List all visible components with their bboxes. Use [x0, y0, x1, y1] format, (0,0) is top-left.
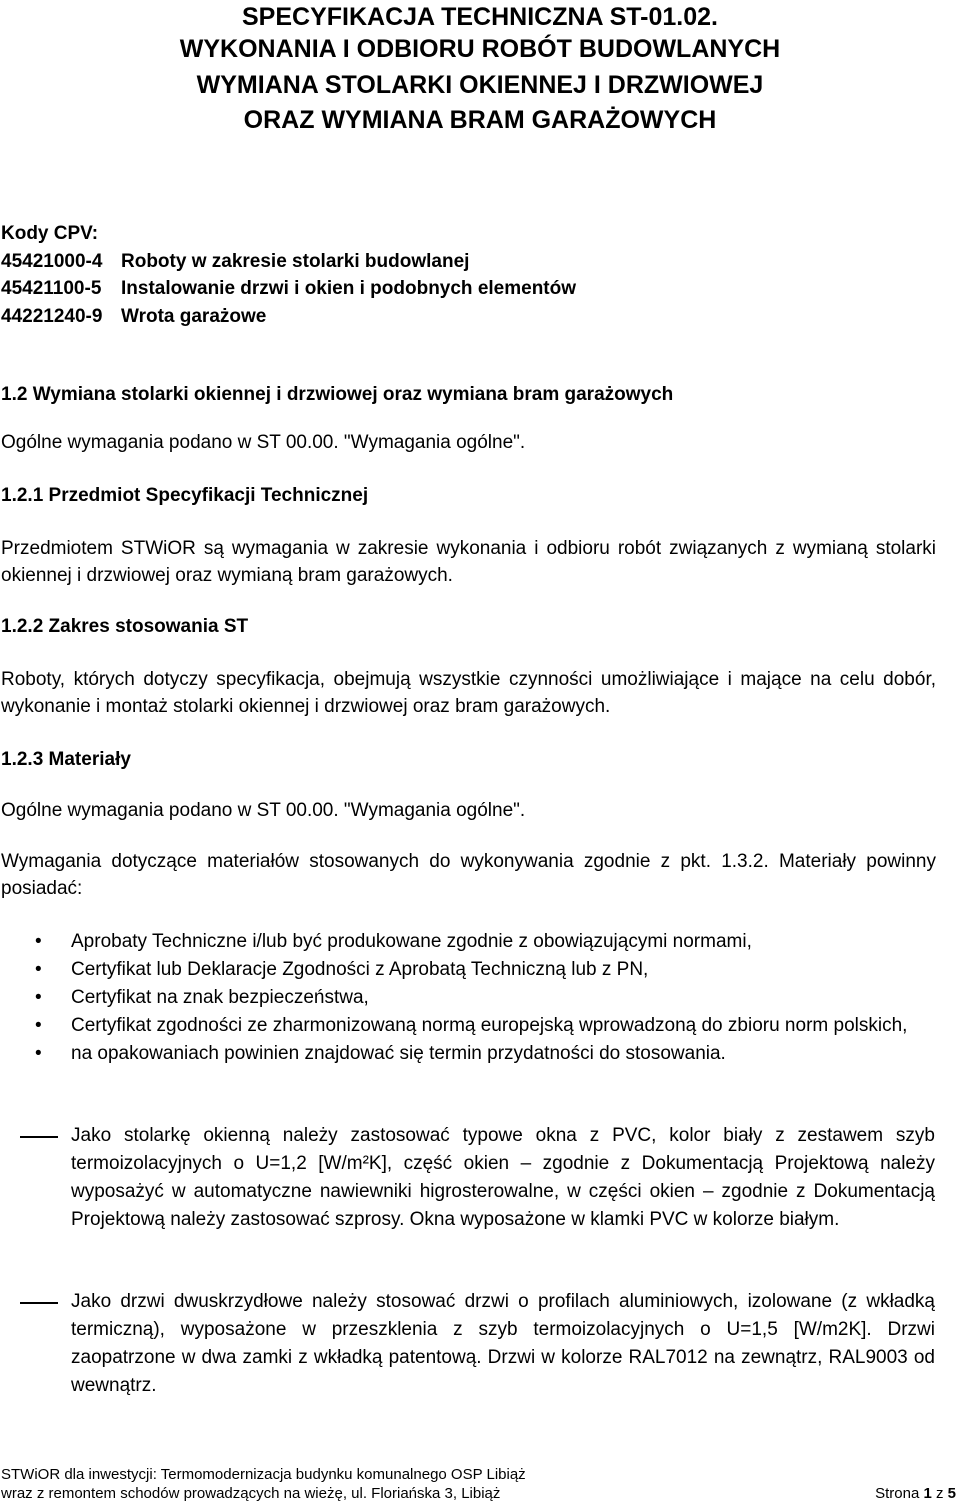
document-title-line-2: WYKONANIA I ODBIORU ROBÓT BUDOWLANYCH [179, 35, 781, 63]
document-title-line-1: SPECYFIKACJA TECHNICZNA ST-01.02. [241, 3, 718, 31]
bullet-icon: • [35, 1015, 42, 1036]
bullet-icon: • [35, 1043, 42, 1064]
list-item: • Aprobaty Techniczne i/lub być produkowane zgodnie z obowiązującymi normami, [0, 928, 935, 956]
materials-requirements-text: Wymagania dotyczące materiałów stosowanych do wykonywania zgodnie z pkt. 1.3.2. Materiały powinny posiadać: [1, 851, 936, 899]
dash-icon [20, 1302, 58, 1304]
doors-spec-item [0, 1288, 935, 1400]
document-title-line-3: WYMIANA STOLARKI OKIENNEJ I DRZWIOWEJ [196, 71, 764, 99]
doors-spec-text: Jako drzwi dwuskrzydłowe należy stosować drzwi o profilach aluminiowych, izolowane (z wkładką termiczną), wyposażone w przeszklenia z szyb termoizolacyjnych o U=1,5 [W/m2K]. Drzwi zaopatrzone w dwa zamki z wkładką patentową. Drzwi w kolorze RAL7012 na zewnątrz, RAL9003 od wewnątrz. [71, 1291, 935, 1396]
cpv-code: 45421000-4 [1, 251, 103, 272]
section-1-2-1-text: Przedmiotem STWiOR są wymagania w zakresie wykonania i odbioru robót związanych z wymianą stolarki okiennej i drzwiowej oraz wymianą bram garażowych. [1, 538, 936, 586]
windows-spec-item [0, 1122, 935, 1234]
list-item: • Certyfikat zgodności ze zharmonizowaną normą europejską wprowadzoną do zbioru norm polskich, [0, 1012, 935, 1040]
page-current: 1 [923, 1485, 932, 1502]
dash-icon [20, 1136, 58, 1138]
cpv-description: Instalowanie drzwi i okien i podobnych elementów [121, 278, 577, 299]
cpv-item [1, 250, 469, 274]
page-total: 5 [947, 1485, 956, 1502]
section-1-2-2-text: Roboty, których dotyczy specyfikacja, obejmują wszystkie czynności umożliwiające i mające na celu dobór, wykonanie i montaż stolarki okiennej i drzwiowej oraz bram garażowych. [1, 669, 936, 717]
bullet-icon: • [35, 987, 42, 1008]
bullet-icon: • [35, 959, 42, 980]
general-requirements-note: Ogólne wymagania podano w ST 00.00. "Wymagania ogólne". [1, 800, 526, 821]
cpv-code: 44221240-9 [1, 306, 103, 327]
section-heading-1-2-2: 1.2.2 Zakres stosowania ST [1, 616, 249, 637]
cpv-item [1, 305, 266, 329]
cpv-description: Roboty w zakresie stolarki budowlanej [121, 251, 470, 272]
list-item: • Certyfikat na znak bezpieczeństwa, [0, 984, 935, 1012]
materials-bullet-list [0, 928, 935, 1068]
section-heading-1-2-3: 1.2.3 Materiały [1, 749, 131, 770]
section-heading-1-2-1: 1.2.1 Przedmiot Specyfikacji Technicznej [1, 485, 369, 506]
document-title-line-4: ORAZ WYMIANA BRAM GARAŻOWYCH [243, 106, 717, 134]
cpv-label: Kody CPV: [1, 223, 99, 244]
cpv-item [1, 277, 576, 301]
page-number: Strona 1 z 5 [875, 1485, 956, 1502]
list-item: • na opakowaniach powinien znajdować się termin przydatności do stosowania. [0, 1040, 935, 1068]
bullet-icon: • [35, 931, 42, 952]
cpv-description: Wrota garażowe [121, 306, 267, 327]
footer-line-2: wraz z remontem schodów prowadzących na wieżę, ul. Floriańska 3, Libiąż [1, 1485, 501, 1502]
general-requirements-note: Ogólne wymagania podano w ST 00.00. "Wymagania ogólne". [1, 432, 526, 453]
cpv-code: 45421100-5 [1, 278, 102, 299]
list-item: • Certyfikat lub Deklaracje Zgodności z Aprobatą Techniczną lub z PN, [0, 956, 935, 984]
footer-line-1: STWiOR dla inwestycji: Termomodernizacja budynku komunalnego OSP Libiąż [1, 1466, 526, 1483]
windows-spec-text: Jako stolarkę okienną należy zastosować typowe okna z PVC, kolor biały z zestawem szyb termoizolacyjnych o U=1,2 [W/m²K], część okien – zgodnie z Dokumentacją Projektową należy wyposażyć w automatyczne nawiewniki higrosterowalne, w części okien – zgodnie z Dokumentacją Projektową należy zastosować szprosy. Okna wyposażone w klamki PVC w kolorze białym. [71, 1125, 935, 1230]
section-heading-1-2: 1.2 Wymiana stolarki okiennej i drzwiowej oraz wymiana bram garażowych [1, 384, 674, 405]
